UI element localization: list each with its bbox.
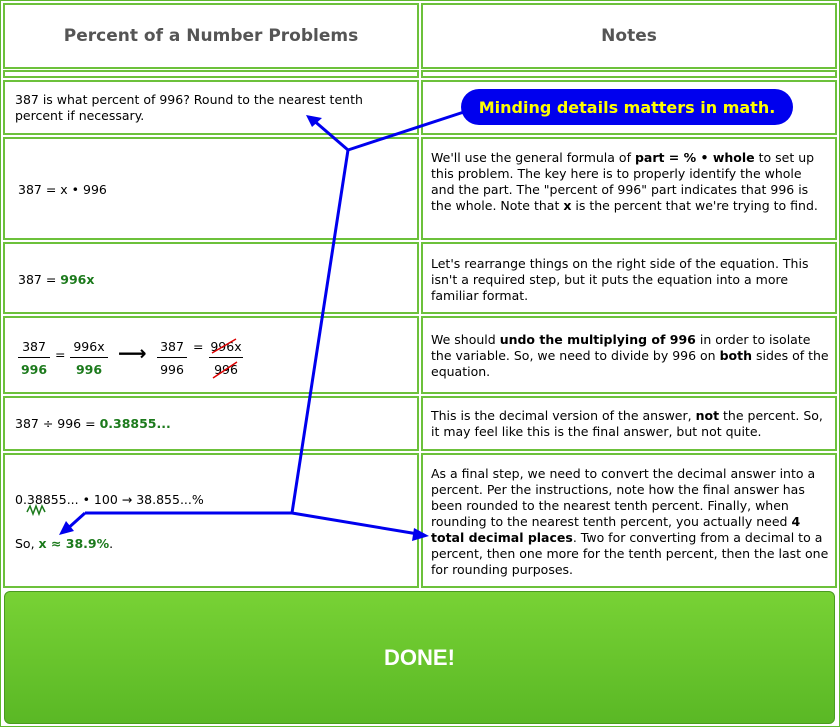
fraction-387-over-996: $\frac{387}{996}$ bbox=[157, 339, 187, 377]
equals-sign: = bbox=[55, 347, 66, 362]
step1-equation: 387 = x • 996 bbox=[18, 182, 107, 197]
step5-note: As a final step, we need to convert the decimal answer into a percent. Per the instructions, note how the final answer has been rounded to the nearest tenth percent. Finally, when rounding to the nearest tenth percent, you actually need 4 total decimal places. Two for converting from a decimal to a percent, then one more for the tenth percent, then the last one for rounding purposes. bbox=[431, 466, 829, 577]
fraction-387-over-996-green: $\frac{387}{996}$ bbox=[18, 339, 50, 377]
step4-equation: 387 ÷ 996 = 0.38855... bbox=[15, 416, 171, 431]
step2-equation: 387 = 996x bbox=[18, 272, 95, 287]
callout-arrows bbox=[65, 110, 470, 535]
step5-conversion: 0.38855... • 100 → 38.855...% bbox=[15, 492, 204, 507]
arrowheads bbox=[59, 115, 429, 541]
callout-bubble: Minding details matters in math. bbox=[461, 89, 793, 125]
callout-arrow-connector bbox=[348, 110, 470, 150]
step2-note: Let's rearrange things on the right side of the equation. This isn't a required step, but it puts the equation into a more familiar format. bbox=[431, 256, 809, 303]
done-button[interactable]: DONE! bbox=[4, 591, 835, 724]
fraction-996x-over-996-green: $\frac{996x}{996}$ bbox=[70, 339, 108, 377]
callout-arrow-to-problem bbox=[312, 119, 348, 150]
right-column-header: Notes bbox=[421, 3, 837, 69]
strike-mark-numerator bbox=[212, 339, 236, 353]
callout-arrow-to-note bbox=[292, 513, 424, 535]
step4-note: This is the decimal version of the answer, not the percent. So, it may feel like this is the final answer, but not quite. bbox=[431, 408, 823, 439]
arrowhead-note bbox=[412, 528, 429, 541]
fraction-cancelled: $\frac{996x}{996}$ bbox=[210, 339, 242, 377]
step3-note: We should undo the multiplying of 996 in order to isolate the variable. So, we need to divide by 996 on both sides of the equation. bbox=[431, 332, 829, 379]
rounding-squiggle-icon bbox=[27, 506, 45, 514]
strike-mark-denominator bbox=[213, 362, 237, 378]
step1-note: We'll use the general formula of part = % • whole to set up this problem. The key here is to properly identify the whole and the part. The "percent of 996" part indicates that 996 is the whole. Note that x is the percent that we're trying to find. bbox=[431, 150, 818, 213]
step5-answer: So, x ≈ 38.9%. bbox=[15, 536, 114, 551]
strike-marks bbox=[212, 339, 237, 378]
callout-arrow-trunk bbox=[292, 150, 348, 513]
right-arrow-icon: ⟶ bbox=[118, 341, 147, 365]
left-column-header: Percent of a Number Problems bbox=[3, 3, 419, 69]
equals-sign-2: = bbox=[193, 339, 204, 354]
problem-statement: 387 is what percent of 996? Round to the nearest tenth percent if necessary. bbox=[15, 92, 363, 123]
